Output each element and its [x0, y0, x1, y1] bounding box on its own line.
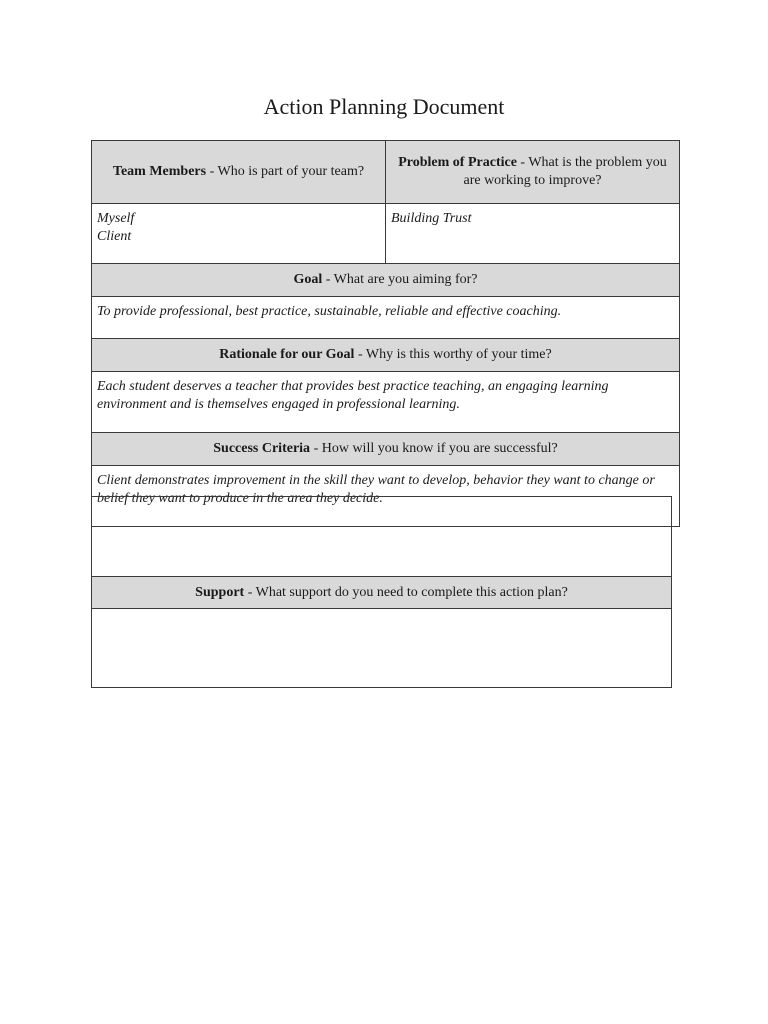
action-plan-table: [91, 140, 680, 527]
goal-label: Goal: [293, 272, 323, 287]
rationale-value: Each student deserves a teacher that provides best practice teaching, an engaging learning environment and is themselves engaged in professional learning.: [97, 379, 609, 412]
empty-cell-top[interactable]: [92, 497, 672, 577]
problem-of-practice-prompt: - What is the problem you are working to improve?: [463, 155, 667, 188]
problem-of-practice-label: Problem of Practice: [398, 155, 517, 170]
goal-value: To provide professional, best practice, sustainable, reliable and effective coaching.: [97, 304, 562, 319]
support-prompt: - What support do you need to complete this action plan?: [244, 584, 568, 600]
team-members-cell[interactable]: [92, 204, 386, 264]
goal-cell[interactable]: [92, 297, 680, 339]
problem-of-practice-value: Building Trust: [391, 211, 472, 226]
rationale-header: [92, 339, 680, 372]
success-criteria-header: [92, 433, 680, 466]
problem-of-practice-header: [386, 141, 680, 204]
rationale-prompt: - Why is this worthy of your time?: [354, 347, 552, 362]
support-cell[interactable]: [92, 609, 672, 688]
success-criteria-label: Success Criteria: [213, 441, 311, 456]
goal-prompt: - What are you aiming for?: [322, 272, 478, 287]
team-members-header: [92, 141, 386, 204]
support-label: Support: [195, 584, 245, 600]
team-members-label: Team Members: [112, 164, 207, 179]
support-table: [91, 496, 672, 688]
problem-of-practice-cell[interactable]: [386, 204, 680, 264]
success-criteria-value: Client demonstrates improvement in the skill they want to develop, behavior they want to change or belief they want to produce in the area they decide.: [97, 473, 655, 506]
team-member-entry: Myself: [97, 211, 135, 226]
team-members-prompt: - Who is part of your team?: [206, 164, 365, 179]
success-criteria-prompt: - How will you know if you are successful?: [310, 441, 558, 456]
team-member-entry: Client: [97, 229, 132, 244]
goal-header: [92, 264, 680, 297]
rationale-cell[interactable]: [92, 372, 680, 433]
document-title: Action Planning Document: [263, 94, 505, 119]
rationale-label: Rationale for our Goal: [219, 347, 355, 362]
support-header: [92, 577, 672, 609]
